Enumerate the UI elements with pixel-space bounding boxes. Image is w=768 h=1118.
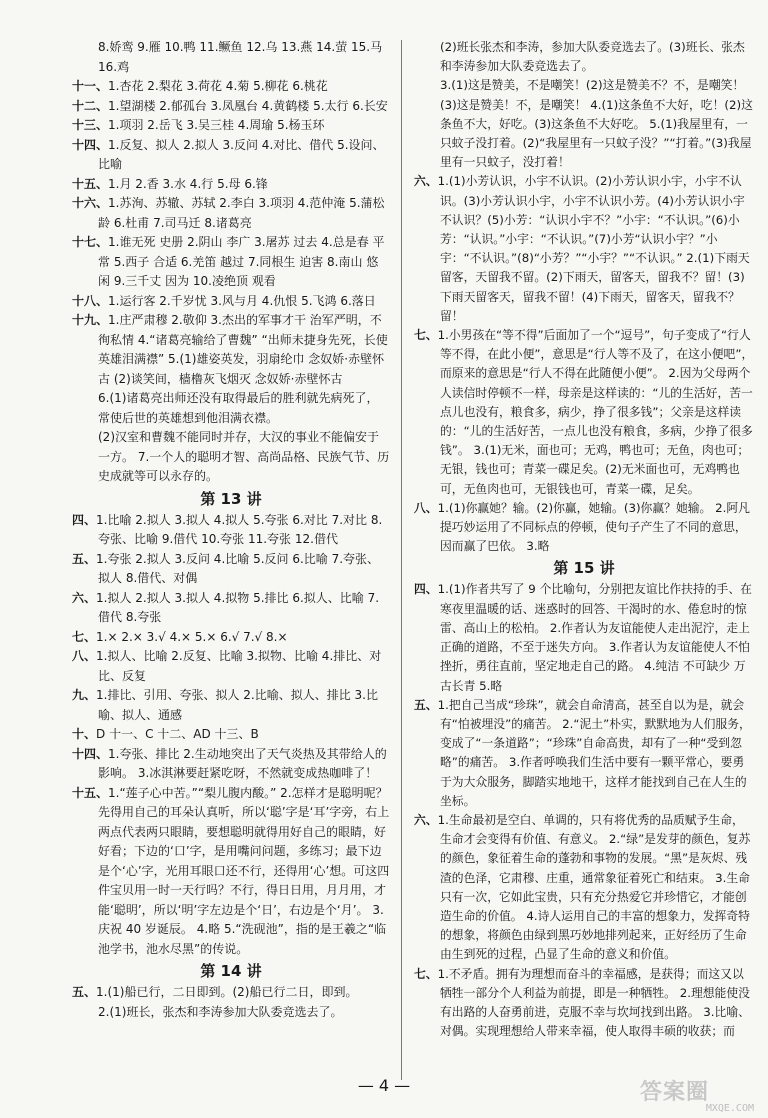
question-number: 十七、 (72, 235, 109, 249)
answer-paragraph (72, 116, 390, 136)
answer-text: 1.(1)小芳认识，小宇不认识。(2)小芳认识小宇，小宇不认识。(3)小芳认识小宇，小宇不认识小芳。(4)小芳认识小宇不认识？(5)小芳：“认识小宇不？”小宇：“不认识。”(6)小芳：“认识。”小宇：“不认识。”(7)小芳“认识小宇？”小宇：“不认识。”(8)“小芳？”“小宇？”“不认识。” 2.(1)下雨天留客，天留我不留。(2)下雨天，留客天，留我不？留！(3)下雨天留客天，留我不留！(4)下雨天，留客天，留我不？留！ (437, 174, 750, 323)
question-number: 十八、 (72, 293, 109, 308)
answer-text: 1.运行客 2.千岁忧 3.风与月 4.仇恨 5.飞鸿 6.落日 (108, 293, 376, 308)
watermark-logo: 答案圈 (640, 1080, 710, 1105)
left-column (72, 38, 390, 1022)
watermark-url: MXQE.COM (705, 1103, 754, 1114)
question-number: 六、 (414, 174, 438, 189)
question-number: 六、 (414, 812, 438, 827)
question-number: 十、 (72, 727, 97, 741)
answer-paragraph (72, 1003, 390, 1023)
question-number: 八、 (72, 649, 97, 663)
answer-text: 1.(1)你赢她？输。(2)你赢，她输。(3)你赢？她输。 2.阿凡提巧妙运用了不同标点的停顿，使句子产生了不同的意思，因而赢了巴依。 3.略 (437, 500, 750, 554)
question-number: 九、 (72, 688, 97, 702)
answer-text: 1.(1)作者共写了 9 个比喻句，分别把友谊比作扶持的手、在寒夜里温暖的话、迷惑时的回答、干渴时的水、倦怠时的惊雷、高山上的松柏。 2.作者认为友谊能使人走出泥泞，走上正确的道路，不至于迷失方向。 3.作者认为友谊能使人不怕挫折，勇往直前，坚定地走自己的路。 4.纯洁 不可缺少 万古长青 5.略 (437, 582, 752, 693)
answer-text: 1.小男孩在“等不得”后面加了一个“逗号”，句子变成了“行人等不得，在此小便”，意思是“行人等不及了，在这小便吧”，而原来的意思是“行人不得在此随便小便”。 2.因为父母两个人读信时停顿不一样，母亲是这样读的：“儿的生活好，苦一点儿也没有，粮食多，病少，挣了很多钱”；父亲是这样读的：“儿的生活好苦，一点儿也没有粮食，多病，少挣了很多钱”。 3.(1)无米，面也可；无鸡，鸭也可；无鱼，肉也可；无银，钱也可；青菜一碟足矣。(2)无米面也可，无鸡鸭也可，无鱼肉也可，无银钱也可，青菜一碟，足矣。 (437, 328, 754, 496)
answer-text: 8.娇鸾 9.雁 10.鸭 11.鳜鱼 12.乌 13.燕 14.萤 15.马 16.鸡 (98, 40, 383, 74)
answer-paragraph (72, 686, 390, 725)
column-divider (401, 40, 402, 1080)
answer-paragraph (72, 292, 390, 312)
answer-paragraph (72, 311, 390, 389)
section-heading: 第 14 讲 (200, 962, 262, 980)
answer-paragraph (72, 194, 390, 233)
answer-text: D 十一、C 十二、AD 十三、B (96, 727, 259, 741)
question-number: 十三、 (72, 118, 109, 132)
question-number: 七、 (72, 629, 97, 644)
answer-text: 1.庄严肃穆 2.敬仰 3.杰出的军事才干 治军严明，不徇私情 4.“诸葛亮输给了曹魏” “出师未捷身先死，长使英雄泪满襟” 5.(1)雄姿英发，羽扇纶巾 念奴娇·赤壁怀古 (2)谈笑间，樯橹灰飞烟灭 念奴娇·赤壁怀古 (98, 313, 388, 386)
answer-paragraph (414, 38, 754, 76)
answer-paragraph (72, 725, 390, 745)
answer-text: 1.比喻 2.拟人 3.拟人 4.拟人 5.夸张 6.对比 7.对比 8.夸张、比喻 9.借代 10.夸张 11.夸张 12.借代 (96, 512, 383, 546)
answer-text: 1.拟人 2.拟人 3.拟人 4.拟物 5.排比 6.拟人、比喻 7.借代 8.夸张 (96, 590, 380, 624)
answer-paragraph (72, 97, 390, 117)
answer-paragraph (72, 233, 390, 292)
question-number: 四、 (414, 582, 438, 597)
answer-paragraph (414, 965, 754, 1042)
answer-text: 1.项羽 2.岳飞 3.吴三桂 4.周瑜 5.杨玉环 (108, 118, 325, 132)
answer-text: 6.(1)诸葛亮出师还没有取得最后的胜利就先病死了，常使后世的英雄想到他泪满衣襟。 (98, 391, 379, 425)
answer-text: 1.不矛盾。拥有为理想而奋斗的幸福感，是获得；而这又以牺牲一部分个人利益为前提，即是一种牺牲。 2.理想能使没有出路的人奋勇前进，克服不幸与坎坷找到出路。 3.比喻、对偶。实现理想给人带来幸福，使人取得丰硕的收获；而 (437, 966, 750, 1039)
answer-paragraph (72, 550, 390, 589)
answer-paragraph (72, 647, 390, 686)
answer-paragraph (72, 136, 390, 175)
answer-paragraph (72, 175, 390, 195)
answer-text: 1.把自己当成“珍珠”，就会自命清高，甚至自以为是，就会有“怕被埋没”的痛苦。 2.“泥土”朴实，默默地为人们服务，变成了“一条道路”；“珍珠”自命高贵，却有了一种“受到忽略”的痛苦。 3.作者呼唤我们生活中要有一颗平常心，要勇于为大众服务，脚踏实地地干，这样才能找到自己在人生的坐标。 (437, 697, 751, 808)
section-heading: 第 13 讲 (200, 489, 262, 508)
answer-text: 1.× 2.× 3.√ 4.× 5.× 6.√ 7.√ 8.× (96, 629, 288, 644)
answer-text: 1.(1)船已行，二日即到。(2)船已行二日，即到。 (96, 985, 358, 999)
answer-paragraph (72, 628, 390, 648)
answer-text: (2)班长张杰和李涛，参加大队委竞选去了。(3)班长、张杰和李涛参加大队委竞选去了。 (440, 40, 745, 74)
question-number: 十五、 (72, 176, 109, 191)
question-number: 七、 (414, 328, 438, 343)
answer-paragraph (72, 389, 390, 428)
question-number: 七、 (414, 966, 438, 981)
answer-text: 1.苏洵、苏辙、苏轼 2.李白 3.项羽 4.范仲淹 5.蒲松龄 6.杜甫 7.司马迁 8.诸葛亮 (98, 196, 385, 230)
question-number: 十一、 (72, 79, 109, 93)
answer-text: 2.(1)班长，张杰和李涛参加大队委竞选去了。 (98, 1004, 343, 1019)
answer-paragraph (72, 77, 390, 97)
answer-text: 1.杏花 2.梨花 3.荷花 4.菊 5.柳花 6.桃花 (108, 79, 328, 93)
answer-text: 1.反复、拟人 2.拟人 3.反问 4.对比、借代 5.设问、比喻 (98, 137, 385, 171)
answer-text: 1.月 2.香 3.水 4.行 5.母 6.锋 (108, 176, 268, 191)
answer-text: 1.夸张、排比 2.生动地突出了天气炎热及其带给人的影响。 3.冰淇淋要赶紧吃呀，不然就变成热咖啡了！ (98, 746, 387, 780)
answer-text: (2)汉室和曹魏不能同时并存，大汉的事业不能偏安于一方。 7.一个人的聪明才智、高尚品格、民族气节、历史成就等可以永存的。 (98, 430, 390, 483)
answer-text: 1.排比、引用、夸张、拟人 2.比喻、拟人、排比 3.比喻、拟人、通感 (96, 688, 378, 722)
answer-paragraph (414, 580, 754, 695)
answer-paragraph (414, 172, 754, 326)
question-number: 十五、 (72, 785, 109, 800)
answer-paragraph (414, 326, 754, 499)
answer-text: 1.谁无死 史册 2.阴山 李广 3.屠苏 过去 4.总是春 平常 5.西子 合适 6.羌笛 越过 7.同根生 迫害 8.南山 悠闲 9.三千丈 因为 10.凌绝顶 观看 (98, 235, 385, 288)
answer-paragraph (72, 38, 390, 77)
answer-paragraph (414, 696, 754, 811)
question-number: 八、 (414, 500, 438, 515)
answer-text: 1.“莲子心中苦。”“梨儿腹内酸。” 2.怎样才是聪明呢？先得用自己的耳朵认真听，所以‘聪’字是‘耳’字旁，右上两点代表两只眼睛，要想聪明就得用好自己的眼睛，好好看；下边的‘口’字，是用嘴问问题，多练习；最下边是个‘心’字，光用耳眼口还不行，还得用‘心’想。可这四件宝贝用一时一天行吗？不行，得日日用，月月用，才能‘聪明’，所以‘明’字左边是个‘日’，右边是个‘月’。 3.庆祝 40 岁诞辰。 4.略 5.“洗砚池”，指的是王羲之“临池学书，池水尽黑”的传说。 (98, 785, 390, 956)
question-number: 五、 (414, 697, 438, 712)
answer-paragraph (72, 983, 390, 1003)
answer-text: 1.生命最初是空白、单调的，只有将优秀的品质赋予生命，生命才会变得有价值、有意义。 2.“绿”是发芽的颜色，复苏的颜色，象征着生命的蓬勃和事物的发展。“黑”是灰烬、残渣的色泽，它肃穆、庄重，通常象征着死亡和结束。 3.生命只有一次，它如此宝贵，只有充分热爱它并珍惜它，才能创造生命的价值。 4.诗人运用自己的丰富的想象力，发挥奇特的想象，将颜色由绿到黑巧妙地排列起来，正好经历了生命由生到死的过程，凸显了生命的意义和价值。 (437, 812, 751, 962)
section-heading: 第 15 讲 (553, 559, 615, 578)
watermark (640, 1082, 760, 1114)
answer-paragraph (72, 589, 390, 628)
question-number: 十四、 (72, 137, 109, 152)
answer-paragraph (72, 511, 390, 550)
right-column (414, 38, 754, 1041)
question-number: 十四、 (72, 746, 109, 761)
question-number: 十九、 (72, 313, 109, 327)
answer-paragraph (72, 745, 390, 784)
answer-paragraph (414, 811, 754, 965)
question-number: 六、 (72, 590, 97, 605)
answer-paragraph (414, 76, 754, 172)
question-number: 五、 (72, 551, 97, 566)
answer-text: 1.夸张 2.拟人 3.反问 4.比喻 5.反问 6.比喻 7.夸张、拟人 8.借代、对偶 (96, 551, 380, 585)
answer-paragraph (414, 499, 754, 557)
question-number: 四、 (72, 512, 97, 527)
answer-text: 1.望湖楼 2.郁孤台 3.凤凰台 4.黄鹤楼 5.太行 6.长安 (108, 98, 388, 113)
answer-paragraph (72, 428, 390, 487)
question-number: 五、 (72, 985, 97, 999)
page-number: — 4 — (357, 1076, 411, 1095)
question-number: 十六、 (72, 196, 109, 210)
answer-text: 1.拟人、比喻 2.反复、比喻 3.拟物、比喻 4.排比、对比、反复 (96, 649, 382, 683)
answer-paragraph (72, 784, 390, 960)
answer-text: 3.(1)这是赞美，不是嘲笑！(2)这是赞美不？不，是嘲笑！(3)这是赞美！不，是嘲笑！ 4.(1)这条鱼不大好，吃！(2)这条鱼不大，好吃。(3)这条鱼不大好吃。 5.(1)我屋里有，一只蚊子没打着。(2)“我屋里有一只蚊子没？”“打着。”(3)我屋里有一只蚊子，没打着！ (440, 78, 753, 170)
question-number: 十二、 (72, 98, 109, 113)
